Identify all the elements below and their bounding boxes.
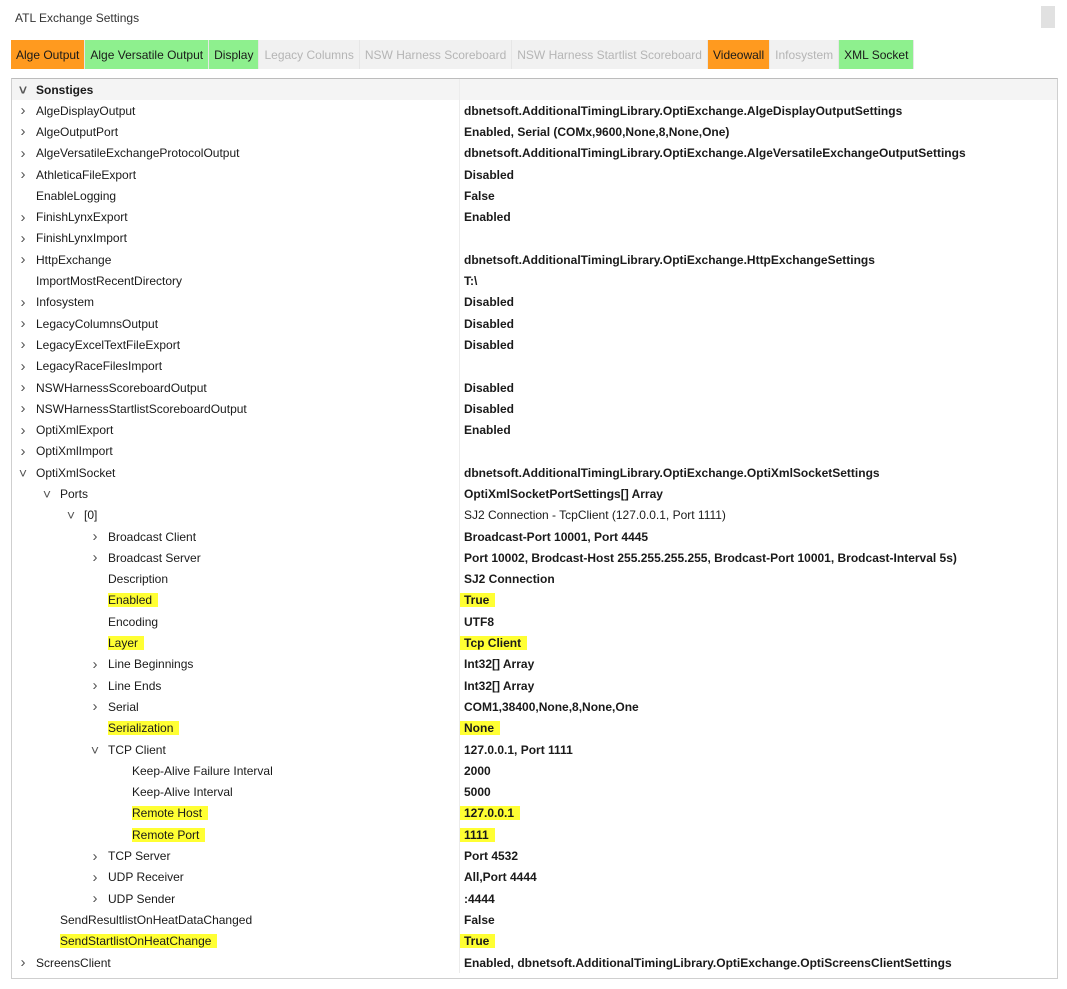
property-value: 2000 [464, 763, 491, 778]
tab-nsw-harness-scoreboard[interactable]: NSW Harness Scoreboard [360, 40, 512, 69]
property-row[interactable] [12, 228, 1057, 249]
property-value: All,Port 4444 [464, 870, 537, 885]
property-value-cell[interactable] [459, 526, 1057, 547]
property-row[interactable] [12, 143, 1057, 164]
property-name-cell [12, 398, 459, 419]
property-value-cell[interactable] [459, 356, 1057, 377]
tab-infosystem[interactable]: Infosystem [770, 40, 839, 69]
property-name-cell [12, 505, 459, 526]
property-name-cell [12, 462, 459, 483]
property-value-cell[interactable] [459, 441, 1057, 462]
property-name: FinishLynxImport [36, 231, 127, 246]
property-name-cell [12, 441, 459, 462]
chevron-right-icon[interactable]: › [92, 549, 98, 567]
property-name: Ports [60, 486, 89, 501]
category-row[interactable] [12, 79, 1057, 100]
property-value: T:\ [464, 274, 478, 289]
property-value: True [460, 934, 495, 948]
chevron-right-icon[interactable]: › [20, 251, 26, 269]
property-name: Serialization [108, 721, 179, 735]
property-name-cell [12, 228, 459, 249]
chevron-right-icon[interactable]: › [20, 123, 26, 141]
property-row[interactable] [12, 632, 1057, 653]
property-row[interactable] [12, 164, 1057, 185]
property-name: Remote Port [132, 828, 205, 842]
property-value: dbnetsoft.AdditionalTimingLibrary.OptiExchange.HttpExchangeSettings [464, 252, 875, 267]
property-value-cell[interactable] [459, 803, 1057, 824]
property-row[interactable] [12, 398, 1057, 419]
chevron-right-icon[interactable]: › [20, 400, 26, 418]
chevron-right-icon[interactable]: › [20, 144, 26, 162]
chevron-right-icon[interactable]: › [92, 868, 98, 886]
property-value: Disabled [464, 295, 515, 310]
chevron-right-icon[interactable]: › [20, 336, 26, 354]
property-name-cell [12, 760, 459, 781]
chevron-right-icon[interactable]: › [20, 442, 26, 460]
property-row[interactable] [12, 483, 1057, 504]
chevron-right-icon[interactable]: › [92, 847, 98, 865]
property-name: EnableLogging [36, 188, 117, 203]
property-name-cell [12, 824, 459, 845]
property-value: Port 10002, Brodcast-Host 255.255.255.255, Brodcast-Port 10001, Brodcast-Interval 5s) [464, 550, 957, 565]
exchange-tab-bar [11, 40, 914, 69]
property-name: UDP Sender [108, 891, 176, 906]
property-name-cell [12, 845, 459, 866]
property-name-cell [12, 121, 459, 142]
chevron-right-icon[interactable]: › [20, 208, 26, 226]
property-name: LegacyRaceFilesImport [36, 359, 163, 374]
property-value-cell[interactable] [459, 206, 1057, 227]
property-value-cell[interactable] [459, 334, 1057, 355]
property-row[interactable] [12, 909, 1057, 930]
property-row[interactable] [12, 270, 1057, 291]
property-value-cell[interactable] [459, 696, 1057, 717]
tab-alge-versatile-output[interactable]: Alge Versatile Output [85, 40, 209, 69]
property-value-cell[interactable] [459, 845, 1057, 866]
property-value: :4444 [464, 891, 495, 906]
property-value-cell[interactable] [459, 79, 1057, 100]
property-name-cell [12, 569, 459, 590]
property-name-cell [12, 164, 459, 185]
property-grid [11, 78, 1058, 979]
property-name-cell [12, 185, 459, 206]
property-name-cell [12, 654, 459, 675]
property-name: Keep-Alive Failure Interval [132, 763, 273, 778]
property-value-cell[interactable] [459, 462, 1057, 483]
property-value: Enabled, Serial (COMx,9600,None,8,None,One) [464, 124, 730, 139]
property-name-cell [12, 931, 459, 952]
property-value: Int32[] Array [464, 657, 535, 672]
window-control-button[interactable] [1041, 6, 1055, 28]
title-bar [0, 0, 1067, 36]
property-value-cell[interactable] [459, 590, 1057, 611]
chevron-right-icon[interactable]: › [92, 655, 98, 673]
property-value-cell[interactable] [459, 100, 1057, 121]
property-value-cell[interactable] [459, 313, 1057, 334]
property-name: Line Ends [108, 678, 162, 693]
property-name: Description [108, 572, 169, 587]
property-row[interactable] [12, 590, 1057, 611]
property-name: LegacyExcelTextFileExport [36, 337, 181, 352]
property-value: Disabled [464, 167, 515, 182]
property-name: TCP Client [108, 742, 166, 757]
property-row[interactable] [12, 441, 1057, 462]
property-row[interactable] [12, 782, 1057, 803]
property-name: NSWHarnessStartlistScoreboardOutput [36, 401, 247, 416]
property-name: ImportMostRecentDirectory [36, 274, 183, 289]
property-value: COM1,38400,None,8,None,One [464, 699, 639, 714]
property-name: ScreensClient [36, 955, 111, 970]
property-row[interactable] [12, 419, 1057, 440]
chevron-right-icon[interactable]: › [92, 698, 98, 716]
property-value: False [464, 188, 495, 203]
property-name: Broadcast Client [108, 529, 197, 544]
property-value: 127.0.0.1 [460, 806, 520, 820]
property-name-cell [12, 377, 459, 398]
property-row[interactable] [12, 824, 1057, 845]
window-title: ATL Exchange Settings [15, 11, 140, 25]
property-row[interactable] [12, 462, 1057, 483]
property-row[interactable] [12, 760, 1057, 781]
property-name: SendResultlistOnHeatDataChanged [60, 912, 253, 927]
property-value-cell[interactable] [459, 270, 1057, 291]
property-value-cell[interactable] [459, 782, 1057, 803]
property-name: Sonstiges [36, 82, 94, 97]
property-value: Int32[] Array [464, 678, 535, 693]
tab-nsw-harness-startlist-scoreboard[interactable]: NSW Harness Startlist Scoreboard [512, 40, 708, 69]
property-name: TCP Server [108, 849, 171, 864]
property-name-cell [12, 419, 459, 440]
tab-videowall[interactable]: Videowall [708, 40, 770, 69]
property-row[interactable] [12, 100, 1057, 121]
property-value-cell[interactable] [459, 739, 1057, 760]
property-value-cell[interactable] [459, 569, 1057, 590]
property-name: Encoding [108, 614, 159, 629]
property-name-cell [12, 483, 459, 504]
property-row[interactable] [12, 952, 1057, 973]
property-name-cell [12, 334, 459, 355]
property-name: Layer [108, 636, 144, 650]
chevron-down-icon[interactable]: ˅ [42, 485, 52, 502]
property-name: Line Beginnings [108, 657, 194, 672]
property-name: Keep-Alive Interval [132, 785, 233, 800]
property-value-cell[interactable] [459, 824, 1057, 845]
property-name-cell [12, 547, 459, 568]
property-name-cell [12, 632, 459, 653]
property-name: AlgeOutputPort [36, 124, 119, 139]
chevron-right-icon[interactable]: › [92, 890, 98, 908]
property-value-cell[interactable] [459, 419, 1057, 440]
property-name-cell [12, 79, 459, 100]
property-row[interactable] [12, 356, 1057, 377]
property-name-cell [12, 739, 459, 760]
property-name: OptiXmlImport [36, 444, 113, 459]
property-value-cell[interactable] [459, 398, 1057, 419]
property-name-cell [12, 888, 459, 909]
property-name-cell [12, 249, 459, 270]
property-name: Serial [108, 699, 139, 714]
property-value: Disabled [464, 401, 515, 416]
property-name-cell [12, 867, 459, 888]
property-value-cell[interactable] [459, 292, 1057, 313]
property-name-cell [12, 782, 459, 803]
property-value-cell[interactable] [459, 228, 1057, 249]
chevron-down-icon[interactable]: ˅ [18, 81, 28, 98]
tab-alge-output[interactable]: Alge Output [11, 40, 85, 69]
property-name: OptiXmlSocket [36, 465, 116, 480]
property-name: Enabled [108, 593, 158, 607]
property-name-cell [12, 143, 459, 164]
chevron-right-icon[interactable]: › [20, 421, 26, 439]
property-value-cell[interactable] [459, 121, 1057, 142]
tab-xml-socket[interactable]: XML Socket [839, 40, 914, 69]
property-row[interactable] [12, 185, 1057, 206]
property-name: SendStartlistOnHeatChange [60, 934, 217, 948]
property-value-cell[interactable] [459, 249, 1057, 270]
property-value: SJ2 Connection - TcpClient (127.0.0.1, Port 1111) [464, 508, 726, 523]
property-value: Port 4532 [464, 849, 519, 864]
property-name: NSWHarnessScoreboardOutput [36, 380, 207, 395]
chevron-right-icon[interactable]: › [92, 528, 98, 546]
property-row[interactable] [12, 313, 1057, 334]
property-row[interactable] [12, 292, 1057, 313]
property-value: Disabled [464, 316, 515, 331]
chevron-right-icon[interactable]: › [92, 677, 98, 695]
property-name-cell [12, 313, 459, 334]
property-value-cell[interactable] [459, 675, 1057, 696]
property-name: Remote Host [132, 806, 208, 820]
property-name-cell [12, 292, 459, 313]
property-row[interactable] [12, 931, 1057, 952]
property-row[interactable] [12, 505, 1057, 526]
property-value: OptiXmlSocketPortSettings[] Array [464, 486, 663, 501]
property-name: FinishLynxExport [36, 210, 128, 225]
property-row[interactable] [12, 867, 1057, 888]
property-value-cell[interactable] [459, 505, 1057, 526]
property-value: False [464, 912, 495, 927]
property-value-cell[interactable] [459, 185, 1057, 206]
property-name: Broadcast Server [108, 550, 201, 565]
property-name-cell [12, 675, 459, 696]
property-value: Broadcast-Port 10001, Port 4445 [464, 529, 649, 544]
chevron-right-icon[interactable]: › [20, 102, 26, 120]
property-row[interactable] [12, 739, 1057, 760]
property-value: Tcp Client [460, 636, 527, 650]
tab-legacy-columns[interactable]: Legacy Columns [259, 40, 359, 69]
property-value: None [460, 721, 500, 735]
property-value-cell[interactable] [459, 377, 1057, 398]
property-row[interactable] [12, 206, 1057, 227]
property-row[interactable] [12, 526, 1057, 547]
property-name: AlgeVersatileExchangeProtocolOutput [36, 146, 240, 161]
property-value-cell[interactable] [459, 547, 1057, 568]
property-name-cell [12, 909, 459, 930]
chevron-right-icon[interactable]: › [20, 166, 26, 184]
property-value-cell[interactable] [459, 143, 1057, 164]
property-row[interactable] [12, 334, 1057, 355]
chevron-right-icon[interactable]: › [20, 229, 26, 247]
property-name: AlgeDisplayOutput [36, 103, 136, 118]
property-value-cell[interactable] [459, 760, 1057, 781]
property-row[interactable] [12, 569, 1057, 590]
property-name: AthleticaFileExport [36, 167, 137, 182]
property-value: 1111 [460, 828, 495, 842]
property-name: Infosystem [36, 295, 95, 310]
chevron-down-icon[interactable]: ˅ [18, 464, 28, 481]
chevron-right-icon[interactable]: › [20, 293, 26, 311]
property-name-cell [12, 952, 459, 973]
property-name-cell [12, 696, 459, 717]
property-name-cell [12, 590, 459, 611]
chevron-down-icon[interactable]: ˅ [66, 507, 76, 524]
property-name-cell [12, 270, 459, 291]
property-value: Enabled, dbnetsoft.AdditionalTimingLibrary.OptiExchange.OptiScreensClientSettings [464, 955, 952, 970]
property-value: Enabled [464, 423, 511, 438]
property-row[interactable] [12, 121, 1057, 142]
property-value: Disabled [464, 380, 515, 395]
property-name-cell [12, 100, 459, 121]
property-value: dbnetsoft.AdditionalTimingLibrary.OptiExchange.AlgeVersatileExchangeOutputSettings [464, 146, 966, 161]
property-name-cell [12, 611, 459, 632]
property-value-cell[interactable] [459, 867, 1057, 888]
property-row[interactable] [12, 696, 1057, 717]
property-row[interactable] [12, 718, 1057, 739]
property-value-cell[interactable] [459, 718, 1057, 739]
property-value-cell[interactable] [459, 654, 1057, 675]
chevron-right-icon[interactable]: › [20, 954, 26, 972]
chevron-right-icon[interactable]: › [20, 357, 26, 375]
property-name-cell [12, 803, 459, 824]
property-value: UTF8 [464, 614, 494, 629]
property-value-cell[interactable] [459, 632, 1057, 653]
property-value-cell[interactable] [459, 888, 1057, 909]
property-name: OptiXmlExport [36, 423, 114, 438]
property-row[interactable] [12, 547, 1057, 568]
property-name-cell [12, 206, 459, 227]
property-row[interactable] [12, 377, 1057, 398]
property-value: Disabled [464, 337, 515, 352]
chevron-down-icon[interactable]: ˅ [90, 741, 100, 758]
tab-display[interactable]: Display [209, 40, 259, 69]
property-name-cell [12, 356, 459, 377]
property-value: SJ2 Connection [464, 572, 555, 587]
chevron-right-icon[interactable]: › [20, 315, 26, 333]
property-value: dbnetsoft.AdditionalTimingLibrary.OptiExchange.AlgeDisplayOutputSettings [464, 103, 903, 118]
property-value-cell[interactable] [459, 952, 1057, 973]
property-row[interactable] [12, 888, 1057, 909]
property-value: Enabled [464, 210, 511, 225]
property-value: 5000 [464, 785, 491, 800]
property-grid-rows [12, 79, 1057, 973]
chevron-right-icon[interactable]: › [20, 379, 26, 396]
property-name: LegacyColumnsOutput [36, 316, 159, 331]
property-name-cell [12, 718, 459, 739]
property-row[interactable] [12, 249, 1057, 270]
property-name: [0] [84, 508, 98, 523]
property-value-cell[interactable] [459, 931, 1057, 952]
property-value: 127.0.0.1, Port 1111 [464, 742, 573, 757]
property-value-cell[interactable] [459, 164, 1057, 185]
property-row[interactable] [12, 611, 1057, 632]
property-name: UDP Receiver [108, 870, 184, 885]
property-row[interactable] [12, 845, 1057, 866]
property-value: True [460, 593, 495, 607]
property-name: HttpExchange [36, 252, 112, 267]
property-name-cell [12, 526, 459, 547]
property-value-cell[interactable] [459, 611, 1057, 632]
property-value-cell[interactable] [459, 909, 1057, 930]
property-value-cell[interactable] [459, 483, 1057, 504]
property-row[interactable] [12, 654, 1057, 675]
property-row[interactable] [12, 675, 1057, 696]
property-value: dbnetsoft.AdditionalTimingLibrary.OptiExchange.OptiXmlSocketSettings [464, 465, 880, 480]
property-row[interactable] [12, 803, 1057, 824]
